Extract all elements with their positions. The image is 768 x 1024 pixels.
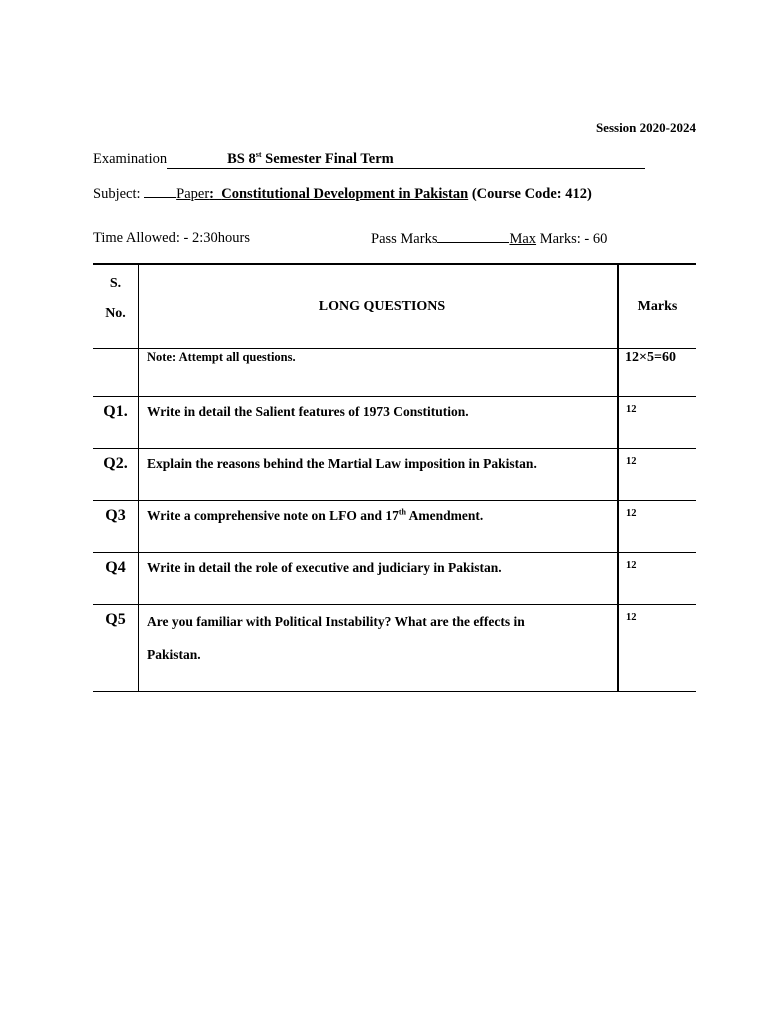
table-row <box>93 501 696 553</box>
table-row <box>93 605 696 692</box>
question-marks: 12 <box>626 404 637 415</box>
pass-marks-blank <box>437 230 509 243</box>
max-marks: Marks: - 60 <box>536 231 608 247</box>
question-number: Q1. <box>93 397 139 449</box>
question-text: Write a comprehensive note on LFO and 17th Amendment. <box>139 501 619 553</box>
question-text: Are you familiar with Political Instability? What are the effects in Pakistan. <box>139 605 619 692</box>
question-marks: 12 <box>626 560 637 571</box>
question-number: Q5 <box>93 605 139 692</box>
question-text: Write in detail the Salient features of 1973 Constitution. <box>139 397 619 449</box>
table-row <box>93 397 696 449</box>
question-number: Q2. <box>93 449 139 501</box>
table-header-row <box>93 264 696 349</box>
note-text: Note: Attempt all questions. <box>139 349 619 397</box>
pass-marks-group <box>371 230 607 248</box>
question-text: Explain the reasons behind the Martial Law imposition in Pakistan. <box>139 449 619 501</box>
question-text: Write in detail the role of executive and judiciary in Pakistan. <box>139 553 619 605</box>
questions-table <box>93 263 696 692</box>
examination-value: BS 8st Semester Final Term <box>167 151 645 169</box>
subject-label: Subject: <box>93 186 141 202</box>
paper-title: Constitutional Development in Pakistan <box>221 186 469 202</box>
course-code: (Course Code: 412) <box>468 186 592 202</box>
session-label: Session 2020-2024 <box>595 120 696 135</box>
time-line <box>93 230 696 247</box>
examination-line <box>93 151 645 169</box>
question-marks: 12 <box>626 508 637 519</box>
question-marks: 12 <box>626 612 637 623</box>
examination-label: Examination <box>93 151 168 167</box>
max-label: Max <box>509 231 537 247</box>
serial-header: S. No. <box>93 264 139 349</box>
note-row <box>93 349 696 397</box>
question-number: Q3 <box>93 501 139 553</box>
table-row <box>93 553 696 605</box>
question-number: Q4 <box>93 553 139 605</box>
table-row <box>93 449 696 501</box>
subject-line <box>93 185 592 203</box>
subject-blank <box>144 185 176 198</box>
pass-marks-label: Pass Marks <box>371 231 438 247</box>
marks-header: Marks <box>637 298 678 314</box>
note-marks: 12×5=60 <box>625 350 676 365</box>
question-marks: 12 <box>626 456 637 467</box>
paper-label: Paper <box>176 186 210 202</box>
paper-colon: : <box>209 186 215 202</box>
time-allowed: Time Allowed: - 2:30hours <box>93 230 250 246</box>
questions-header: LONG QUESTIONS <box>139 264 619 349</box>
